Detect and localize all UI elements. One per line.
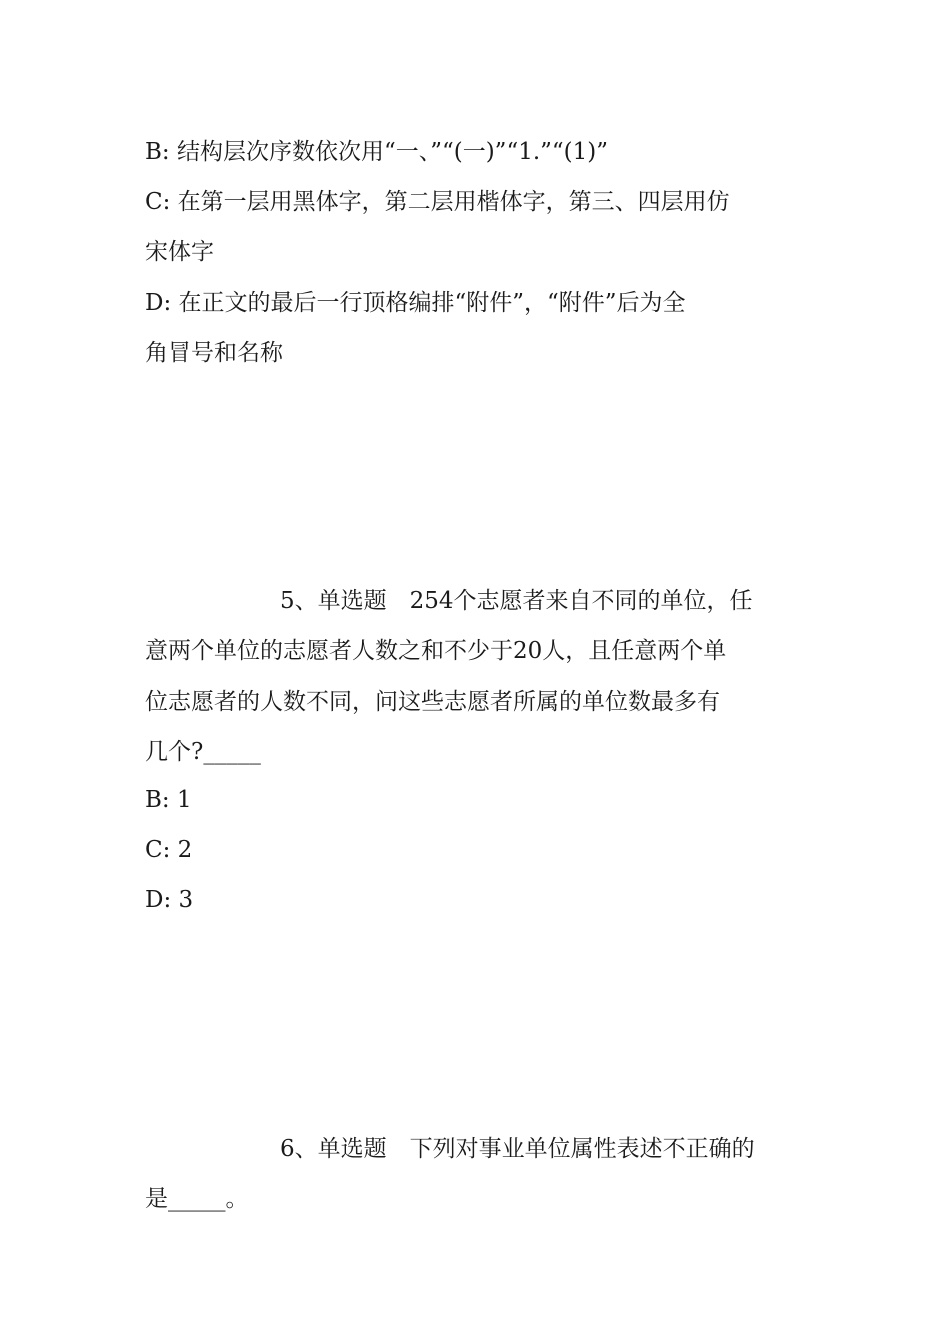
q5-option-d: D: 3 xyxy=(145,887,194,913)
q4-option-c-line2: 宋体字 xyxy=(145,239,214,265)
q4-option-c-line1: C: 在第一层用黑体字，第二层用楷体字，第三、四层用仿 xyxy=(145,189,730,215)
q5-stem-line3: 位志愿者的人数不同，问这些志愿者所属的单位数最多有 xyxy=(145,689,720,715)
q4-option-b: B: 结构层次序数依次用“一、”“(一)”“1.”“(1)” xyxy=(145,139,608,165)
q5-stem-line4: 几个?_____ xyxy=(145,739,261,765)
q5-stem-line2: 意两个单位的志愿者人数之和不少于20人，且任意两个单 xyxy=(145,638,727,664)
q4-option-d-line2: 角冒号和名称 xyxy=(145,340,283,366)
q6-stem-line1: 6、单选题 下列对事业单位属性表述不正确的 xyxy=(280,1136,755,1162)
q5-option-b: B: 1 xyxy=(145,787,192,813)
q5-stem-line1: 5、单选题 254个志愿者来自不同的单位，任 xyxy=(280,588,753,614)
q4-option-d-line1: D: 在正文的最后一行顶格编排“附件”，“附件”后为全 xyxy=(145,290,686,316)
q5-option-c: C: 2 xyxy=(145,837,193,863)
q6-stem-line2: 是_____。 xyxy=(145,1186,249,1212)
